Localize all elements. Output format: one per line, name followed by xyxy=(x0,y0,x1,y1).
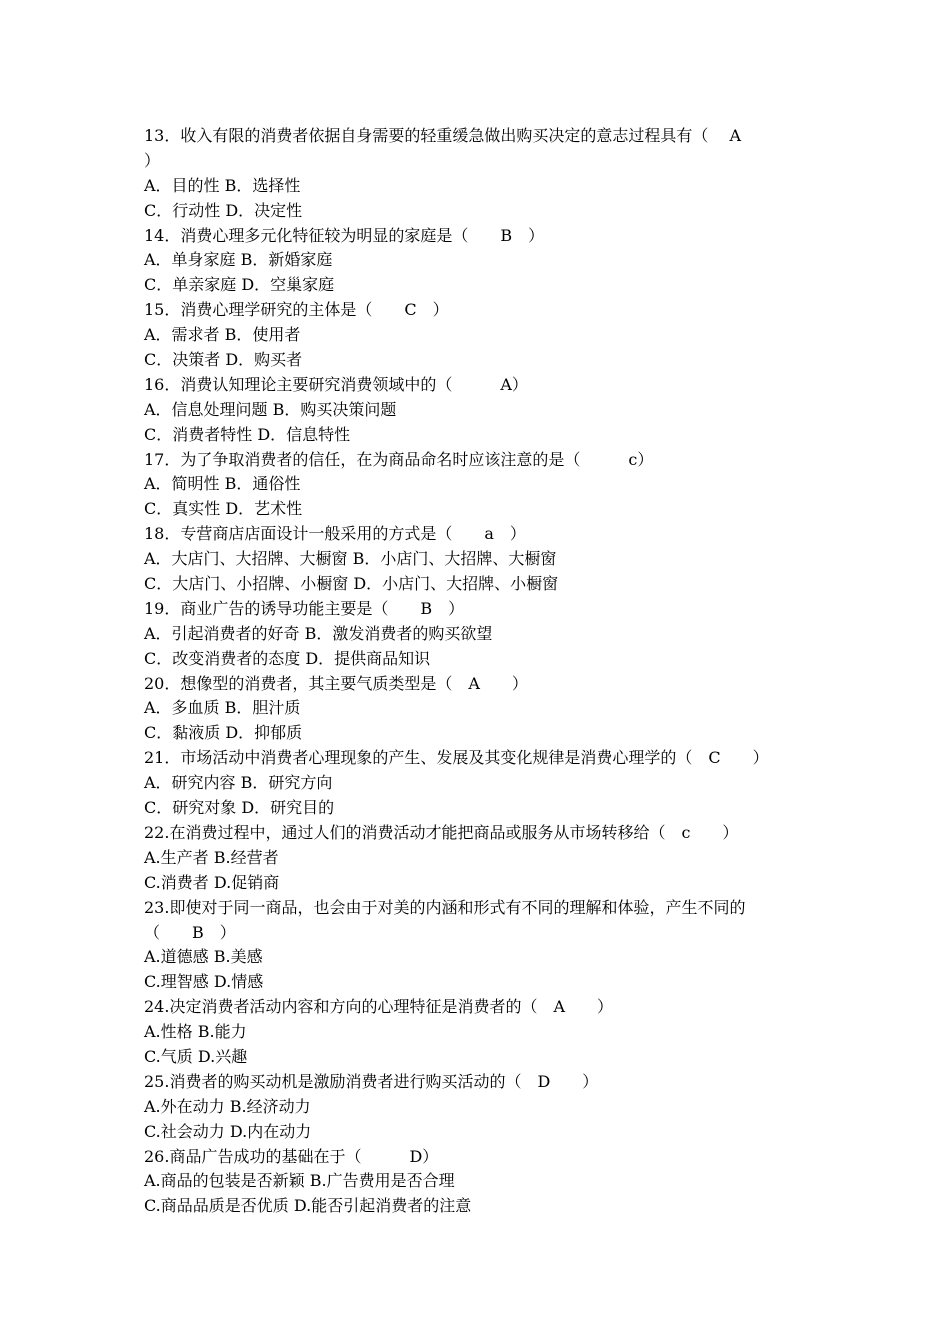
text-line: 16．消费认知理论主要研究消费领域中的（ A） xyxy=(144,374,528,394)
text-line: A．单身家庭 B．新婚家庭 xyxy=(144,250,333,270)
text-line: A.性格 B.能力 xyxy=(144,1022,247,1042)
text-line: 24.决定消费者活动内容和方向的心理特征是消费者的（ A ） xyxy=(144,997,614,1017)
text-line: A．目的性 B．选择性 xyxy=(144,175,301,195)
text-line: C．黏液质 D．抑郁质 xyxy=(144,723,303,743)
text-line: A．引起消费者的好奇 B．激发消费者的购买欲望 xyxy=(144,623,493,643)
text-line: A．多血质 B．胆汁质 xyxy=(144,698,301,718)
text-line: C.消费者 D.促销商 xyxy=(144,872,280,892)
text-line: A．研究内容 B．研究方向 xyxy=(144,773,333,793)
text-line: A．信息处理问题 B．购买决策问题 xyxy=(144,399,397,419)
text-line: ） xyxy=(144,150,161,170)
text-line: 23.即使对于同一商品，也会由于对美的内涵和形式有不同的理解和体验，产生不同的 xyxy=(144,897,746,917)
text-line: A.商品的包装是否新颖 B.广告费用是否合理 xyxy=(144,1171,455,1191)
text-line: 25.消费者的购买动机是激励消费者进行购买活动的（ D ） xyxy=(144,1071,599,1091)
text-line: A．需求者 B．使用者 xyxy=(144,325,301,345)
text-line: A.道德感 B.美感 xyxy=(144,947,263,967)
text-line: C.商品品质是否优质 D.能否引起消费者的注意 xyxy=(144,1196,472,1216)
text-line: 15．消费心理学研究的主体是（ C ） xyxy=(144,300,449,320)
text-line: 26.商品广告成功的基础在于（ D） xyxy=(144,1146,439,1166)
text-line: C．行动性 D．决定性 xyxy=(144,200,303,220)
text-line: 22.在消费过程中，通过人们的消费活动才能把商品或服务从市场转移给（ c ） xyxy=(144,822,739,842)
text-line: C．真实性 D．艺术性 xyxy=(144,499,303,519)
text-line: A．简明性 B．通俗性 xyxy=(144,474,301,494)
text-line: C．单亲家庭 D．空巢家庭 xyxy=(144,275,335,295)
text-line: C．研究对象 D．研究目的 xyxy=(144,798,335,818)
text-line: 20．想像型的消费者，其主要气质类型是（ A ） xyxy=(144,673,528,693)
document-body xyxy=(144,124,824,1219)
text-line: A.生产者 B.经营者 xyxy=(144,847,279,867)
text-line: C．改变消费者的态度 D．提供商品知识 xyxy=(144,648,431,668)
text-line: （ B ） xyxy=(144,922,236,942)
text-line: C.理智感 D.情感 xyxy=(144,972,264,992)
text-line: 17．为了争取消费者的信任，在为商品命名时应该注意的是（ c） xyxy=(144,449,654,469)
text-line: C．决策者 D．购买者 xyxy=(144,350,303,370)
text-line: A．大店门、大招牌、大橱窗 B．小店门、大招牌、大橱窗 xyxy=(144,549,557,569)
text-line: C.气质 D.兴趣 xyxy=(144,1046,248,1066)
text-line: C．消费者特性 D．信息特性 xyxy=(144,424,351,444)
text-line: 18．专营商店店面设计一般采用的方式是（ a ） xyxy=(144,524,526,544)
text-line: 19．商业广告的诱导功能主要是（ B ） xyxy=(144,598,465,618)
text-line: 13．收入有限的消费者依据自身需要的轻重缓急做出购买决定的意志过程具有（ A xyxy=(144,126,742,145)
text-line: C．大店门、小招牌、小橱窗 D．小店门、大招牌、小橱窗 xyxy=(144,574,559,594)
text-line: 14．消费心理多元化特征较为明显的家庭是（ B ） xyxy=(144,225,545,245)
text-line: 21．市场活动中消费者心理现象的产生、发展及其变化规律是消费心理学的（ C ） xyxy=(144,748,769,768)
text-line: A.外在动力 B.经济动力 xyxy=(144,1096,311,1116)
text-line: C.社会动力 D.内在动力 xyxy=(144,1121,312,1141)
